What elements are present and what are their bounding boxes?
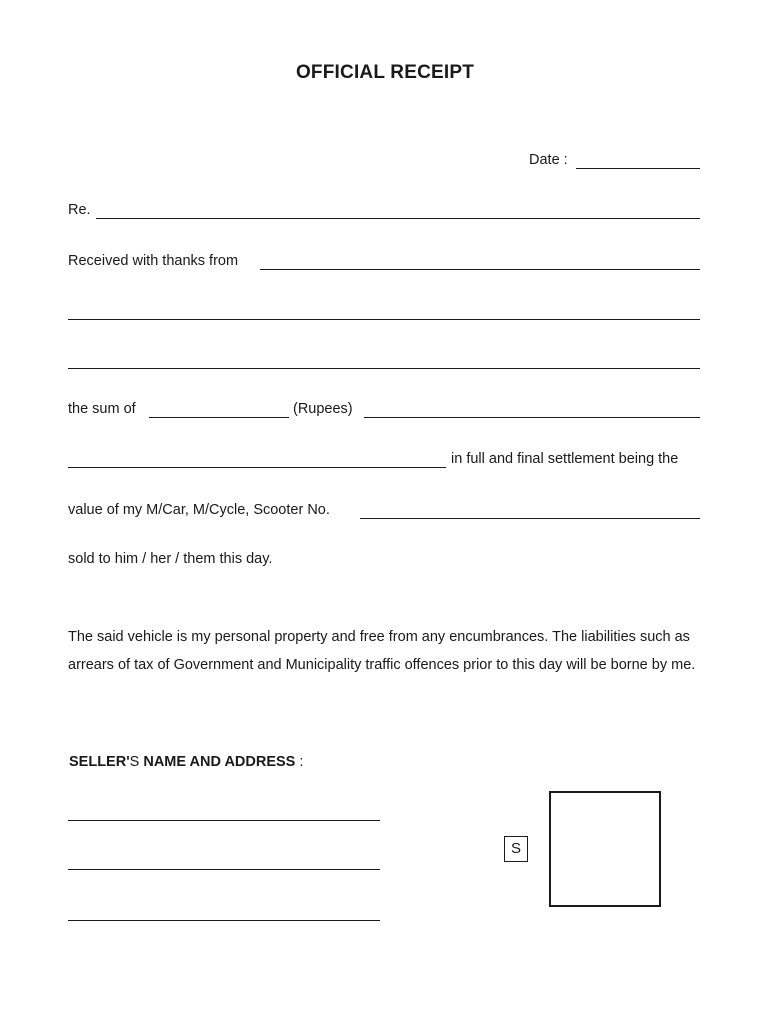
re-line[interactable] xyxy=(96,218,700,219)
sold-text: sold to him / her / them this day. xyxy=(68,551,273,567)
received-from-label: Received with thanks from xyxy=(68,253,239,269)
vehicle-label: value of my M/Car, M/Cycle, Scooter No. xyxy=(68,502,330,518)
rupees-label: (Rupees) xyxy=(293,401,353,417)
date-label: Date : xyxy=(529,152,568,168)
re-label: Re. xyxy=(68,202,91,218)
sum-label: the sum of xyxy=(68,401,136,417)
seller-heading-colon: : xyxy=(295,754,304,770)
signature-marker-box: S xyxy=(504,836,528,862)
seller-address-line-2[interactable] xyxy=(68,869,380,870)
receipt-title: OFFICIAL RECEIPT xyxy=(295,62,475,83)
blank-line-2[interactable] xyxy=(68,368,700,369)
received-from-line[interactable] xyxy=(260,269,700,270)
seller-heading-part-1: SELLER' xyxy=(69,754,130,770)
settlement-text: in full and final settlement being the xyxy=(451,451,679,467)
seller-address-line-3[interactable] xyxy=(68,920,380,921)
photo-box xyxy=(549,791,661,907)
seller-heading-part-2: S xyxy=(129,754,140,770)
vehicle-number-line[interactable] xyxy=(360,518,700,519)
seller-heading-part-3: NAME AND ADDRESS xyxy=(139,754,296,770)
blank-line-1[interactable] xyxy=(68,319,700,320)
sum-line[interactable] xyxy=(149,417,289,418)
amount-words-line[interactable] xyxy=(68,467,446,468)
declaration-paragraph: The said vehicle is my personal property and free from any encumbrances. The liabilities such as arrears of tax of Government and Municipality traffic offences prior to this day will be borne by me. xyxy=(68,629,696,673)
rupees-line[interactable] xyxy=(364,417,700,418)
seller-heading xyxy=(69,754,303,770)
date-line[interactable] xyxy=(576,168,700,169)
seller-address-line-1[interactable] xyxy=(68,820,380,821)
